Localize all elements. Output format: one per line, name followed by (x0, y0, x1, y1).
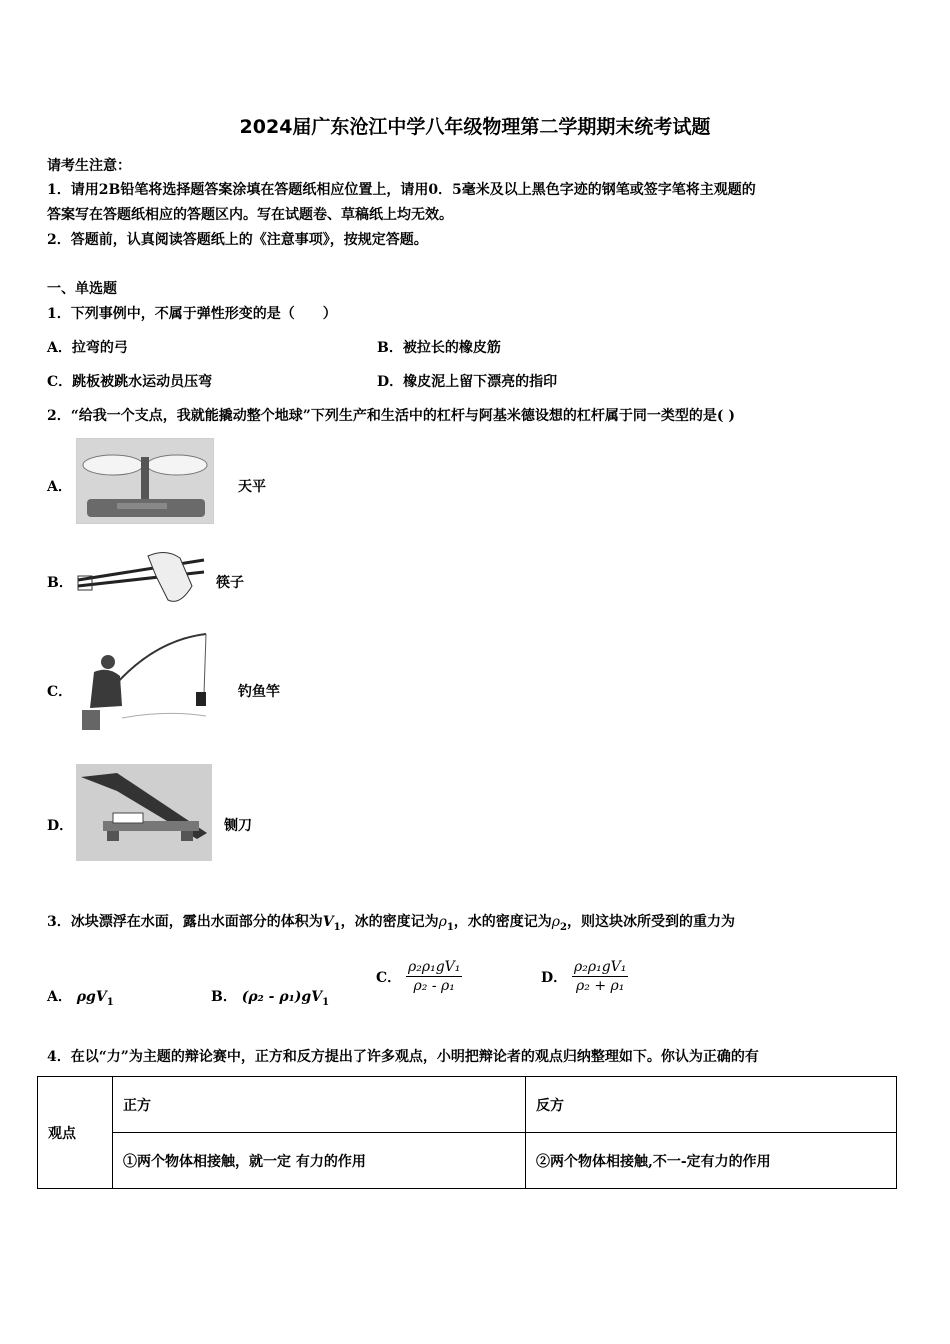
table-row (38, 1077, 897, 1133)
q3-option-d-letter: D． (541, 969, 568, 986)
fishing-rod-image (76, 630, 211, 734)
q2-option-b-label: 筷子 (216, 575, 244, 591)
q4-stem: 4．在以“力”为主题的辩论赛中，正方和反方提出了许多观点，小明把辩论者的观点归纳整理如下。你认为正确的有 (47, 1049, 759, 1065)
q3-option-b-sub: 1 (322, 996, 330, 1008)
q3-stem-part-b: ，冰的密度记为 (340, 914, 439, 930)
q3-option-d-fraction (572, 958, 628, 995)
q1-option-a[interactable]: A．拉弯的弓 (47, 340, 128, 356)
q1-option-c[interactable]: C．跳板被跳水运动员压弯 (47, 374, 213, 390)
q3-option-c-letter: C． (376, 969, 402, 986)
q1-stem: 1．下列事例中，不属于弹性形变的是（ ） (47, 306, 337, 322)
q3-option-d-numerator: ρ₂ρ₁gV₁ (574, 959, 627, 975)
q3-option-c[interactable] (376, 958, 462, 995)
q3-option-b-letter: B． (211, 989, 237, 1005)
q3-stem-part-a: 3．冰块漂浮在水面，露出水面部分的体积为 (47, 914, 323, 930)
q3-option-a[interactable] (47, 986, 114, 1008)
q2-option-d-label: 铡刀 (224, 818, 252, 834)
q4-pro-header: 正方 (113, 1077, 526, 1133)
notice-line-1: 1．请用2B铅笔将选择题答案涂填在答题纸相应位置上，请用0．5毫米及以上黑色字迹的钢笔或签字笔将主观题的 (47, 182, 756, 198)
notice-line-1b: 答案写在答题纸相应的答题区内。写在试题卷、草稿纸上均无效。 (47, 207, 453, 223)
q3-rho1-sub: 1 (446, 921, 454, 933)
q2-stem: 2．“给我一个支点，我就能撬动整个地球”下列生产和生活中的杠杆与阿基米德设想的杠杆属于同一类型的是( ) (47, 408, 735, 424)
q3-v1-sub: 1 (333, 921, 341, 933)
notice-heading: 请考生注意： (47, 158, 131, 174)
q2-option-c-letter[interactable]: C． (47, 684, 73, 700)
q3-option-a-letter: A． (47, 989, 72, 1005)
q4-table (37, 1076, 897, 1189)
q3-option-a-expr: ρgV (76, 989, 107, 1005)
page-title: 2024届广东沧江中学八年级物理第二学期期末统考试题 (239, 116, 711, 138)
chopsticks-image (76, 546, 206, 606)
q2-option-d-letter[interactable]: D． (47, 818, 74, 834)
q2-option-b-letter[interactable]: B． (47, 575, 73, 591)
q3-option-b[interactable] (211, 986, 329, 1008)
q4-con-view-1: ②两个物体相接触,不一-定有力的作用 (526, 1133, 897, 1189)
q4-con-header: 反方 (526, 1077, 897, 1133)
q3-option-b-expr: (ρ₂ - ρ₁)gV (241, 989, 323, 1005)
q3-stem-part-d: ，则这块冰所受到的重力为 (567, 914, 735, 930)
q3-stem (47, 911, 735, 933)
balance-scale-image (76, 438, 214, 524)
q3-option-a-sub: 1 (106, 996, 114, 1008)
q2-option-a-letter[interactable]: A． (47, 479, 72, 495)
q3-option-d[interactable] (541, 958, 628, 995)
q3-v1: V (322, 914, 334, 930)
q2-option-a-label: 天平 (238, 479, 266, 495)
hay-cutter-image (76, 764, 212, 861)
q4-row-header: 观点 (38, 1077, 113, 1189)
section-heading: 一、单选题 (47, 281, 117, 297)
q1-option-b[interactable]: B．被拉长的橡皮筋 (377, 340, 501, 356)
q3-option-c-fraction (406, 958, 462, 995)
q3-option-c-denominator: ρ₂ - ρ₁ (413, 978, 455, 994)
q4-pro-view-1: ①两个物体相接触，就一定 有力的作用 (113, 1133, 526, 1189)
q3-stem-part-c: ，水的密度记为 (453, 914, 552, 930)
q3-option-c-numerator: ρ₂ρ₁gV₁ (408, 959, 461, 975)
notice-line-2: 2．答题前，认真阅读答题纸上的《注意事项》，按规定答题。 (47, 232, 428, 248)
q2-option-c-label: 钓鱼竿 (238, 684, 280, 700)
q1-option-d[interactable]: D．橡皮泥上留下漂亮的指印 (377, 374, 558, 390)
q3-rho1: ρ (438, 914, 447, 930)
q3-rho2-sub: 2 (560, 921, 567, 933)
q3-rho2: ρ (551, 914, 561, 930)
table-row (38, 1133, 897, 1189)
q3-option-d-denominator: ρ₂ + ρ₁ (576, 978, 625, 994)
